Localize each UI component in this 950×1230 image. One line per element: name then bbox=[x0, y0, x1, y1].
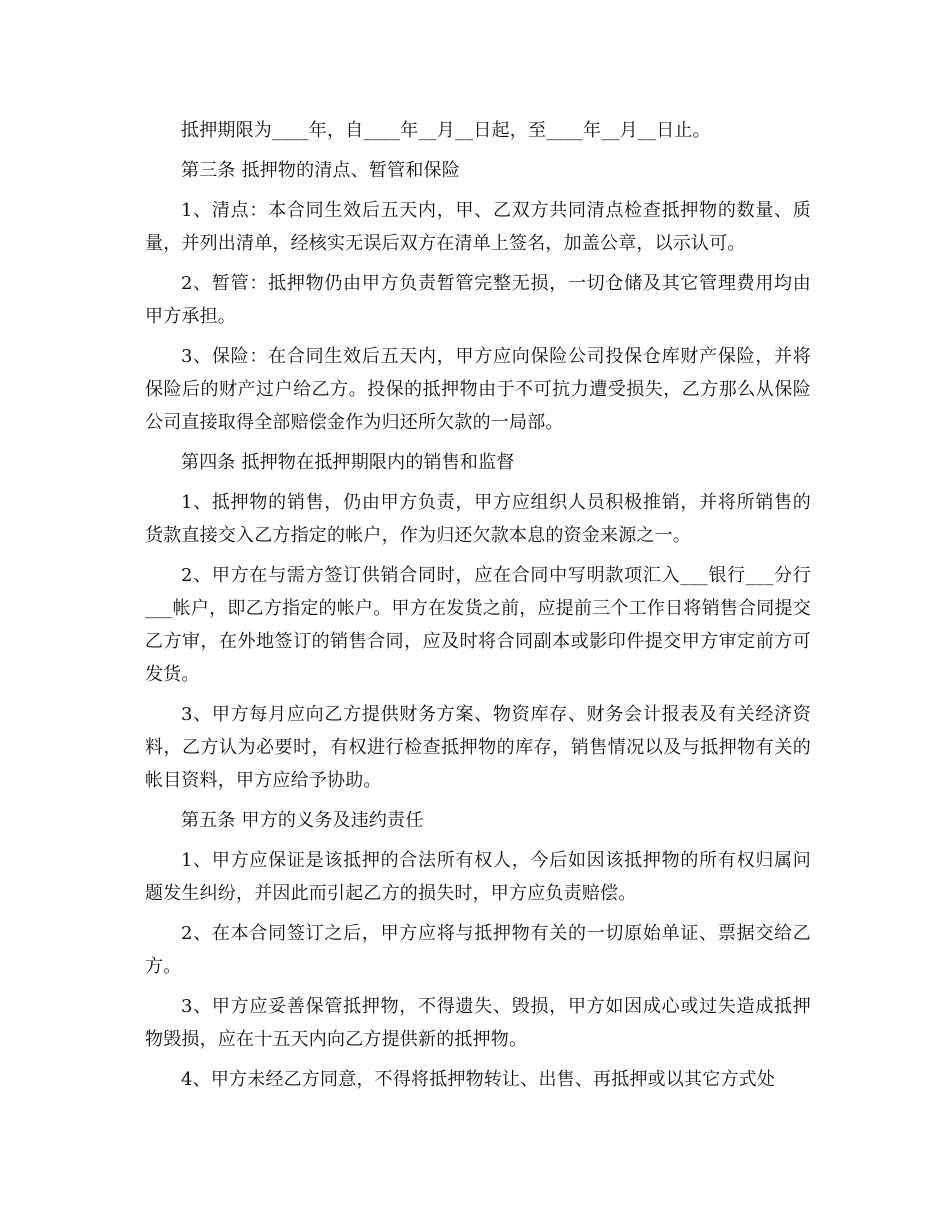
article-4-heading: 第四条 抵押物在抵押期限内的销售和监督 bbox=[181, 452, 515, 473]
article-3-heading: 第三条 抵押物的清点、暂管和保险 bbox=[181, 160, 460, 181]
article-3-clause-3: 3、保险：在合同生效后五天内，甲方应向保险公司投保仓库财产保险，并将保险后的财产过户给乙方。投保的抵押物由于不可抗力遭受损失，乙方那么从保险公司直接取得全部赔偿金作为归还所欠款的一局部。 bbox=[145, 346, 811, 433]
article-5-clause-4: 4、甲方未经乙方同意，不得将抵押物转让、出售、再抵押或以其它方式处 bbox=[181, 1069, 776, 1090]
article-5-clause-3: 3、甲方应妥善保管抵押物，不得遗失、毁损，甲方如因成心或过失造成抵押物毁损，应在十五天内向乙方提供新的抵押物。 bbox=[145, 996, 811, 1050]
document-body bbox=[145, 114, 811, 1103]
article-3-clause-1: 1、清点：本合同生效后五天内，甲、乙双方共同清点检查抵押物的数量、质量，并列出清单，经核实无误后双方在清单上签名，加盖公章，以示认可。 bbox=[145, 200, 811, 254]
article-5-clause-1: 1、甲方应保证是该抵押的合法所有权人，今后如因该抵押物的所有权归属问题发生纠纷，并因此而引起乙方的损失时，甲方应负责赔偿。 bbox=[145, 850, 811, 904]
article-5-clause-2: 2、在本合同签订之后，甲方应将与抵押物有关的一切原始单证、票据交给乙方。 bbox=[145, 923, 811, 977]
article-4-clause-1: 1、抵押物的销售，仍由甲方负责，甲方应组织人员积极推销，并将所销售的货款直接交入乙方指定的帐户，作为归还欠款本息的资金来源之一。 bbox=[145, 492, 811, 546]
article-4-clause-3: 3、甲方每月应向乙方提供财务方案、物资库存、财务会计报表及有关经济资料，乙方认为必要时，有权进行检查抵押物的库存，销售情况以及与抵押物有关的帐目资料，甲方应给予协助。 bbox=[145, 704, 811, 791]
article-4-clause-2: 2、甲方在与需方签订供销合同时，应在合同中写明款项汇入___银行___分行___帐户，即乙方指定的帐户。甲方在发货之前，应提前三个工作日将销售合同提交乙方审，在外地签订的销售合同，应及时将合同副本或影印件提交甲方审定前方可发货。 bbox=[145, 565, 811, 685]
article-5-heading: 第五条 甲方的义务及违约责任 bbox=[181, 810, 424, 831]
article-3-clause-2: 2、暂管：抵押物仍由甲方负责暂管完整无损，一切仓储及其它管理费用均由甲方承担。 bbox=[145, 273, 811, 327]
mortgage-term-paragraph: 抵押期限为____年，自____年__月__日起，至____年__月__日止。 bbox=[181, 120, 711, 141]
